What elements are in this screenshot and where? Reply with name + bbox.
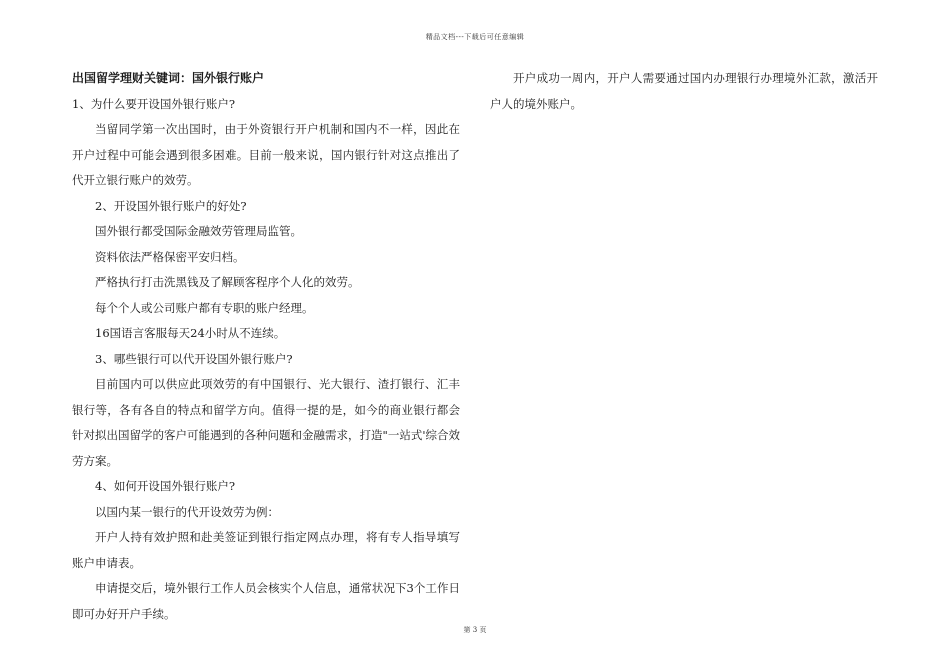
paragraph: 4、如何开设国外银行账户?	[95, 479, 235, 493]
page-header: 精品文档---下载后可任意编辑	[425, 33, 525, 41]
document-title: 出国留学理财关键词：国外银行账户	[72, 71, 265, 85]
page-number: 第 3 页	[463, 626, 487, 634]
left-column	[72, 66, 460, 627]
left-paragraphs	[72, 92, 460, 628]
paragraph: 资料依法严格保密平安归档。	[95, 249, 245, 264]
paragraph: 目前国内可以供应此项效劳的有中国银行、光大银行、渣打银行、汇丰银行等，各有各自的特点和留学方向。值得一提的是，如今的商业银行都会针对拟出国留学的客户可能遇到的各种问题和金融需求，打造"一站式'综合效劳方案。	[72, 377, 460, 468]
right-paragraphs	[490, 66, 878, 117]
paragraph: 以国内某一银行的代开设效劳为例：	[95, 504, 279, 519]
paragraph: 每个个人或公司账户都有专职的账户经理。	[95, 300, 314, 315]
paragraph: 3、哪些银行可以代开设国外银行账户?	[95, 351, 293, 366]
paragraph: 国外银行都受国际金融效劳管理局监管。	[95, 224, 302, 238]
paragraph: 1、为什么要开设国外银行账户?	[72, 96, 235, 111]
paragraph: 申请提交后，境外银行工作人员会核实个人信息，通常状况下3个工作日即可办好开户手续。	[72, 581, 460, 621]
paragraph: 开户人持有效护照和赴美签证到银行指定网点办理，将有专人指导填写账户申请表。	[72, 530, 460, 570]
right-column	[490, 66, 878, 117]
paragraph: 16国语言客服每天24小时从不连续。	[95, 326, 286, 340]
paragraph: 2、开设国外银行账户的好处?	[95, 198, 247, 213]
paragraph: 开户成功一周内，开户人需要通过国内办理银行办理境外汇款，激活开户人的境外账户。	[490, 71, 878, 111]
paragraph: 当留同学第一次出国时，由于外资银行开户机制和国内不一样，因此在开户过程中可能会遇到很多困难。目前一般来说，国内银行针对这点推出了代开立银行账户的效劳。	[72, 122, 460, 187]
paragraph: 严格执行打击洗黑钱及了解顾客程序个人化的效劳。	[95, 275, 360, 289]
